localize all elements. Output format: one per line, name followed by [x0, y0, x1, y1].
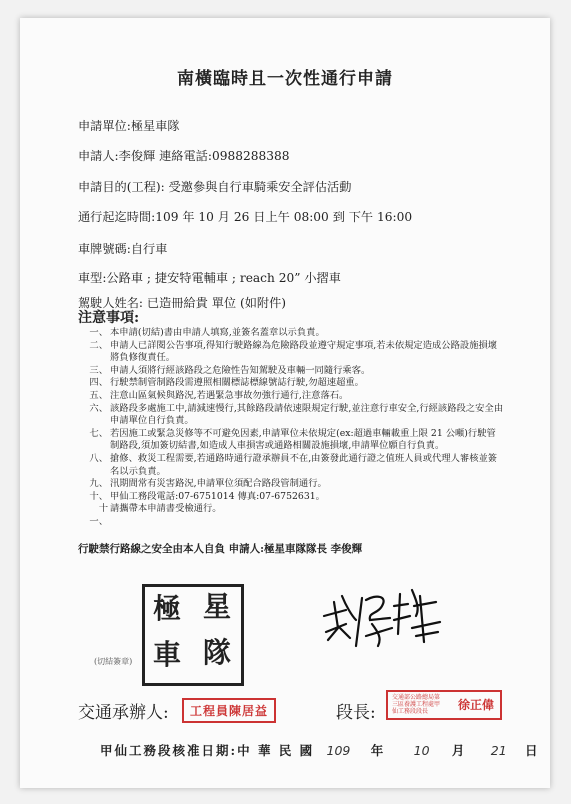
notice-item: 二、 申請人已詳閱公告事項,得知行駛路線為危險路段並遵守規定事項,若未依規定造成公路設施損壞將負修復責任。 [89, 339, 498, 364]
document-title: 南橫臨時且一次性通行申請 [177, 69, 393, 89]
chief-stamp [386, 690, 502, 720]
handler-stamp: 工程員陳居益 [182, 698, 276, 723]
field-period: 通行起迄時間:109 年 10 月 26 日上午 08:00 到 下午 16:00 [78, 210, 413, 224]
field-plate: 車牌號碼:自行車 [78, 242, 168, 256]
notice-item: 六、 該路段多處施工中,請減速慢行,其餘路段請依速限規定行駛,並注意行車安全,行經該路段之安全由申請單位自行負責。 [89, 402, 503, 427]
handler-label: 交通承辦人: [78, 703, 169, 723]
approval-label: 甲仙工務段核准日期:中 華 民 國 [100, 743, 315, 758]
notice-item: 一、 本申請(切結)書由申請人填寫,並簽名蓋章以示負責。 [89, 327, 325, 338]
notice-item: 十一、 請攜帶本申請書受檢通行。 [89, 503, 222, 527]
document-page [20, 18, 550, 788]
chief-stamp-name: 徐正偉 [457, 698, 494, 712]
responsibility-statement: 行駛禁行路線之安全由本人自負 申請人:極星車隊隊長 李俊輝 [78, 543, 363, 555]
applicant-signature [316, 576, 446, 656]
approval-day-unit: 日 [525, 743, 540, 758]
notice-item: 九、 汛期間常有災害路況,申請單位須配合路段管制通行。 [89, 478, 327, 490]
field-driver: 駕駛人姓名: 已造冊給貴 單位 (如附件) [78, 296, 287, 310]
seal-caption: (切結簽章) [94, 657, 133, 666]
notice-item: 七、 若因施工或緊急災修等不可避免因素,申請單位未依規定(ex:超過車輛載重上限 21 公噸)行駛管制路段,須加簽切結書,如造成人車損害或通路相關設施損壞,申請單位願自行負責。 [89, 427, 496, 452]
seal-char: 車 [153, 638, 182, 671]
field-vehicle-type: 車型:公路車 ; 捷安特電輔車 ; reach 20” 小摺車 [78, 271, 341, 285]
field-unit: 申請單位:極星車隊 [78, 119, 180, 133]
notice-item: 四、 行駛禁制管制路段需遵照相關標誌標線號誌行駛,勿超速超重。 [89, 377, 364, 389]
approval-year: 109 [326, 743, 351, 758]
chief-label: 段長: [336, 703, 376, 723]
field-purpose: 申請目的(工程): 受邀參與自行車騎乘安全評估活動 [78, 180, 352, 194]
approval-day: 21 [490, 743, 507, 758]
seal-char: 星 [203, 590, 232, 623]
notice-item: 五、 注意山區氣候與路況,若遇緊急事故勿強行通行,注意落石。 [89, 389, 349, 401]
chief-stamp-title: 交通部公路總局第三區養護工程處甲仙工務段段長 [392, 694, 441, 715]
notice-list [84, 327, 504, 529]
approval-year-unit: 年 [370, 743, 386, 758]
notice-item: 三、 申請人須將行經該路段之危險性告知駕駛及車輛一同隨行乘客。 [89, 364, 371, 376]
field-applicant: 申請人:李俊輝 連絡電話:0988288388 [78, 149, 290, 163]
notice-item: 八、 搶修、救災工程需要,若通路時通行證承辦員不在,由簽發此通行證之值班人員或代理人審核並簽名以示負責。 [89, 452, 498, 477]
approval-month: 10 [413, 743, 430, 758]
seal-char: 極 [153, 592, 182, 625]
approval-date [100, 741, 540, 759]
notice-item: 十、 甲仙工務段電話:07-6751014 傳真:07-6752631。 [89, 490, 325, 502]
notice-heading: 注意事項: [78, 310, 140, 326]
approval-month-unit: 月 [451, 743, 467, 758]
team-seal [142, 584, 244, 686]
seal-char: 隊 [203, 636, 232, 669]
